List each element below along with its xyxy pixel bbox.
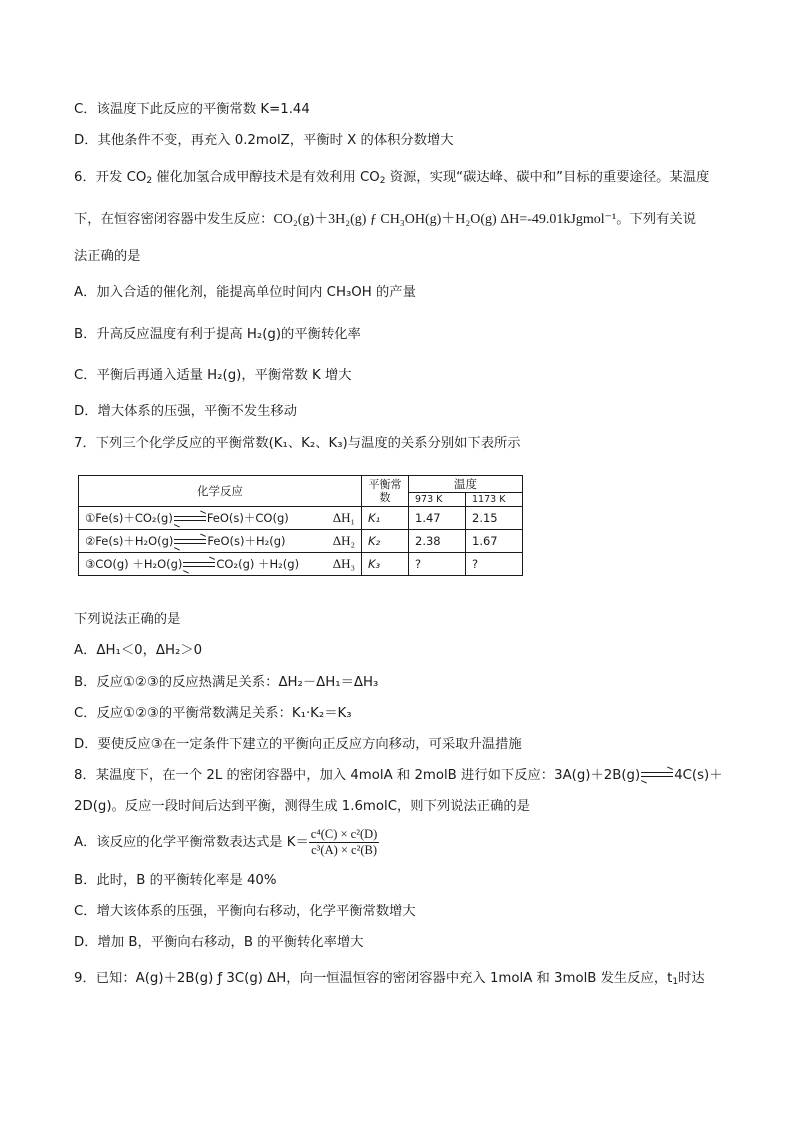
table-header-1173: 1173 K	[466, 493, 523, 507]
table-header-973: 973 K	[409, 493, 466, 507]
q6-equation: CO₂(g)＋3H₂(g) ƒ CH₃OH(g)＋H₂O(g) ΔH=-49.01kJgmol⁻¹	[273, 212, 617, 227]
q7-option-d: D．要使反应③在一定条件下建立的平衡向正反应方向移动，可采取升温措施	[74, 737, 522, 752]
value-1173: 2.15	[466, 507, 523, 530]
q6-stem-part: 6．开发 CO	[74, 170, 147, 185]
equilibrium-table	[78, 475, 523, 576]
q6-option-b: B．升高反应温度有利于提高 H₂(g)的平衡转化率	[74, 327, 361, 342]
reaction-right: FeO(s)＋CO(g)	[206, 511, 289, 525]
q5-option-d: D．其他条件不变，再充入 0.2molZ，平衡时 X 的体积分数增大	[74, 133, 454, 148]
reaction-cell	[79, 530, 362, 553]
table-header-reaction: 化学反应	[79, 476, 362, 507]
q6-option-d: D．增大体系的压强，平衡不发生移动	[74, 404, 297, 419]
equilibrium-arrow-icon	[183, 561, 215, 569]
equilibrium-fraction	[309, 827, 380, 858]
q8-option-c: C．增大该体系的压强，平衡向右移动，化学平衡常数增大	[74, 904, 416, 919]
q7-option-b: B．反应①②③的反应热满足关系：ΔH₂－ΔH₁＝ΔH₃	[74, 675, 379, 690]
k-cell: K₃	[362, 553, 409, 576]
table-row	[79, 507, 523, 530]
fraction-numerator: c⁴(C) × c²(D)	[310, 826, 378, 841]
reaction-right: CO₂(g) ＋H₂(g)	[216, 557, 300, 571]
q8-stem-line2: 2D(g)。反应一段时间后达到平衡，测得生成 1.6molC，则下列说法正确的是	[74, 799, 530, 814]
equilibrium-arrow-icon	[174, 538, 206, 546]
fraction-denominator: c³(A) × c²(B)	[311, 842, 378, 857]
q6-stem-line3: 法正确的是	[74, 249, 141, 264]
table-header-temp: 温度	[409, 476, 523, 493]
q8-option-d: D．增加 B，平衡向右移动，B 的平衡转化率增大	[74, 935, 364, 950]
reaction-left: ②Fe(s)＋H₂O(g)	[85, 534, 174, 548]
equilibrium-arrow-icon	[641, 771, 673, 779]
reaction-left: ③CO(g) ＋H₂O(g)	[85, 557, 183, 571]
q8-option-a	[74, 826, 379, 860]
q6-stem-part: 催化加氢合成甲醇技术是有效利用 CO	[152, 170, 380, 185]
value-973: 1.47	[409, 507, 466, 530]
q6-option-a: A．加入合适的催化剂，能提高单位时间内 CH₃OH 的产量	[74, 285, 416, 300]
q8-stem-part: 4C(s)＋	[674, 768, 723, 783]
q9-stem-part: 9．已知：A(g)＋2B(g) ƒ 3C(g) ΔH，向一恒温恒容的密闭容器中充入 1molA 和 3molB 发生反应，t	[74, 971, 673, 986]
equilibrium-arrow-icon	[174, 515, 206, 523]
q6-stem-line1: 6．开发 $CO_2$ 催化加氢合成甲醇技术是有效利用 $CO_2$ 资源，实现“碳达峰、碳中和”目标的重要途径。某温度	[74, 170, 710, 186]
value-973: 2.38	[409, 530, 466, 553]
q6-option-c: C．平衡后再通入适量 H₂(g)，平衡常数 K 增大	[74, 368, 352, 383]
q7-option-c: C．反应①②③的平衡常数满足关系：K₁·K₂＝K₃	[74, 706, 352, 721]
q8-stem-line1	[74, 767, 723, 785]
table-header-k: 平衡常数	[362, 476, 409, 507]
reaction-left: ①Fe(s)＋CO₂(g)	[85, 511, 173, 525]
delta-h: ΔH₁	[332, 510, 355, 525]
k-cell: K₂	[362, 530, 409, 553]
value-1173: ?	[466, 553, 523, 576]
reaction-cell	[79, 553, 362, 576]
table-row	[79, 553, 523, 576]
value-973: ?	[409, 553, 466, 576]
k-cell: K₁	[362, 507, 409, 530]
q8-option-a-text: A．该反应的化学平衡常数表达式是 K＝	[74, 835, 309, 850]
reaction-right: FeO(s)＋H₂(g)	[207, 534, 286, 548]
q6-stem-part: 资源，实现“碳达峰、碳中和”目标的重要途径。某温度	[385, 170, 710, 185]
reaction-cell	[79, 507, 362, 530]
q9-stem-part: 时达	[678, 971, 705, 986]
q7-option-a: A．ΔH₁＜0，ΔH₂＞0	[74, 643, 203, 658]
delta-h: ΔH₃	[332, 556, 355, 571]
value-1173: 1.67	[466, 530, 523, 553]
q6-stem-part: 。下列有关说	[616, 212, 696, 227]
q8-stem-part: 8．某温度下，在一个 2L 的密闭容器中，加入 4molA 和 2molB 进行如下反应：3A(g)＋2B(g)	[74, 768, 641, 783]
q8-option-b: B．此时，B 的平衡转化率是 40%	[74, 873, 277, 888]
q5-option-c: C．该温度下此反应的平衡常数 K=1.44	[74, 102, 310, 117]
q6-stem-part: 下，在恒容密闭容器中发生反应：	[74, 212, 274, 227]
q7-after-table: 下列说法正确的是	[74, 612, 181, 627]
q9-stem	[74, 970, 705, 991]
delta-h: ΔH₂	[332, 533, 355, 548]
table-row	[79, 530, 523, 553]
q6-stem-line2	[74, 211, 696, 229]
q9-subscript: 1	[672, 977, 679, 987]
q7-stem: 7．下列三个化学反应的平衡常数(K₁、K₂、K₃)与温度的关系分别如下表所示	[74, 436, 521, 451]
